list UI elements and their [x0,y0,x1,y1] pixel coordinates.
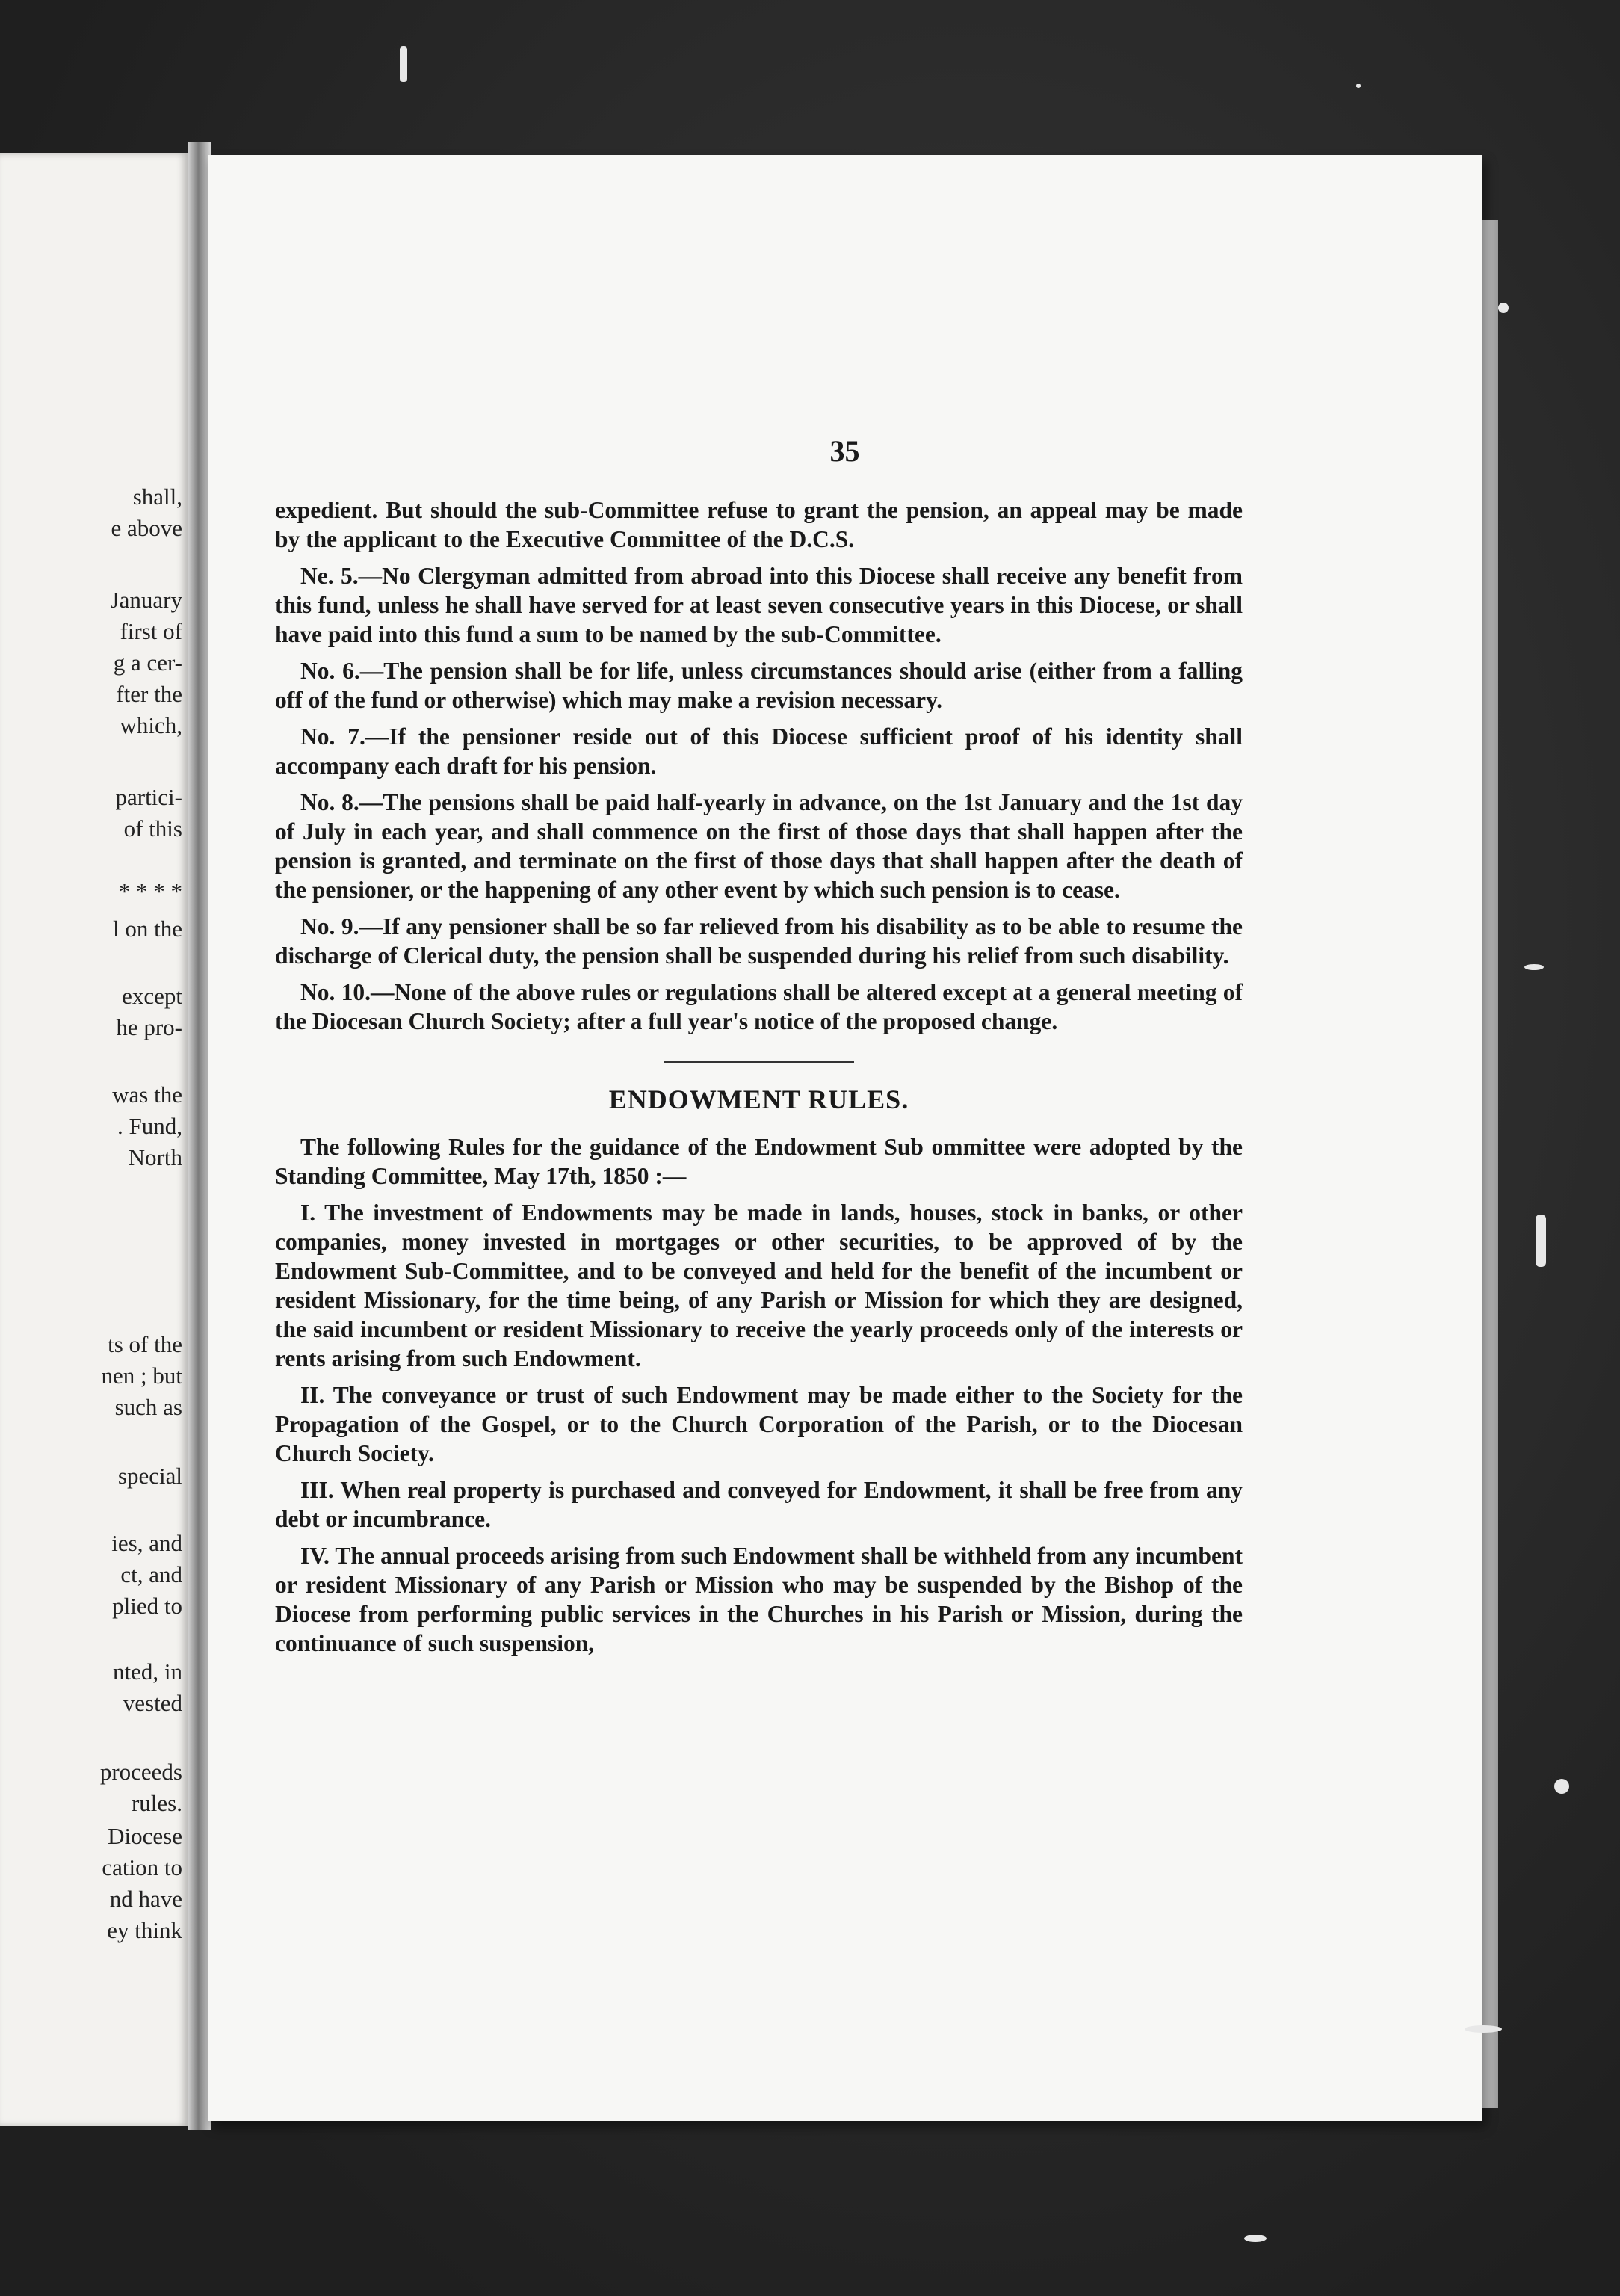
left-line: January [110,587,182,613]
page-body [275,496,1243,1665]
paragraph: Ne. 5.—No Clergyman admitted from abroad into this Diocese shall receive any benefit from this fund, unless he shall have served for at least seven consecutive years in this Diocese, or shall have paid into this fund a sum to be named by the sub-Committee. [275,563,1243,647]
left-line: ey think [107,1917,182,1943]
left-line: which, [120,712,182,738]
section-divider [664,1061,854,1063]
left-line: fter the [116,681,182,707]
left-line: plied to [112,1593,182,1619]
left-line: ct, and [120,1561,182,1587]
left-line: Diocese [108,1823,182,1849]
speck [1536,1215,1546,1267]
left-line: such as [114,1394,182,1420]
left-line: nd have [109,1886,182,1912]
left-line: cation to [102,1854,182,1880]
section-intro: The following Rules for the guidance of the Endowment Sub ommittee were adopted by the Standing Committee, May 17th, 1850 :— [275,1134,1243,1189]
rule-item: I. The investment of Endowments may be made in lands, houses, stock in banks, or other companies, money invested in mortgages or other securities, to be approved of by the Endowment Sub-Committee, and to be conveyed and held for the benefit of the incumbent or resident Missionary, for the time being, of any Parish or Mission for which they are designed, the said incumbent or resident Missionary to receive the yearly proceeds only of the interests or rents arising from such Endowment. [275,1200,1243,1371]
speck [1465,2025,1502,2033]
left-line: g a cer- [113,649,182,676]
paragraph: No. 9.—If any pensioner shall be so far relieved from his disability as to be able to resume the discharge of Clerical duty, the pension shall be suspended during his relief from such disability. [275,913,1243,969]
left-line: nen ; but [101,1363,182,1389]
rule-item: II. The conveyance or trust of such Endowment may be made either to the Society for the Propagation of the Gospel, or to the Church Corporation of the Parish, or to the Diocesan Church Society. [275,1382,1243,1466]
paragraph: No. 8.—The pensions shall be paid half-yearly in advance, on the 1st January and the 1st day of July in each year, and shall commence on the first of those days that shall happen after the pension is granted, and terminate on the first of those days that shall happen after the death of the pensioner, or the happening of any other event by which such pension is to cease. [275,789,1243,903]
left-line: ts of the [108,1331,182,1357]
speck [1498,303,1509,313]
paragraph: No. 10.—None of the above rules or regulations shall be altered except at a general meeting of the Diocesan Church Society; after a full year's notice of the proposed change. [275,979,1243,1034]
main-page [208,155,1482,2121]
left-line: . Fund, [117,1113,182,1139]
left-line: of this [123,815,182,842]
speck [400,46,407,82]
speck [1244,2235,1267,2242]
rule-item: IV. The annual proceeds arising from such Endowment shall be withheld from any incumbent or resident Missionary of any Parish or Mission who may be suspended by the Bishop of the Diocese from performing public services in the Churches in his Parish or Mission, during the continuance of such suspension, [275,1543,1243,1656]
left-line: North [128,1144,182,1170]
paragraph: No. 6.—The pension shall be for life, unless circumstances should arise (either from a falling off of the fund or otherwise) which may make a revision necessary. [275,658,1243,713]
left-line: * * * * [118,878,182,904]
left-line: shall, [132,484,182,510]
speck [1356,84,1361,88]
speck [1524,964,1544,970]
paragraph: expedient. But should the sub-Committee refuse to grant the pension, an appeal may be made by the applicant to the Executive Committee of the D.C.S. [275,497,1243,552]
rule-item: III. When real property is purchased and conveyed for Endowment, it shall be free from any debt or incumbrance. [275,1477,1243,1532]
left-line: first of [120,618,182,644]
left-line: partici- [115,784,182,810]
left-line: except [122,983,182,1009]
page-number: 35 [829,434,860,468]
left-line: vested [123,1690,182,1716]
left-line: l on the [113,916,182,942]
left-line: he pro- [116,1014,182,1040]
page-edge [1482,220,1498,2108]
left-line: was the [112,1081,182,1108]
left-facing-page [0,153,188,2126]
left-line: special [117,1463,182,1489]
left-line: ies, and [111,1530,182,1556]
section-title: ENDOWMENT RULES. [608,1084,909,1114]
left-line: nted, in [113,1658,182,1685]
paragraph: No. 7.—If the pensioner reside out of this Diocese sufficient proof of his identity shall accompany each draft for his pension. [275,723,1243,779]
left-line: rules. [131,1790,182,1816]
left-line: e above [111,515,182,541]
speck [1554,1779,1569,1794]
left-line: proceeds [99,1759,182,1785]
